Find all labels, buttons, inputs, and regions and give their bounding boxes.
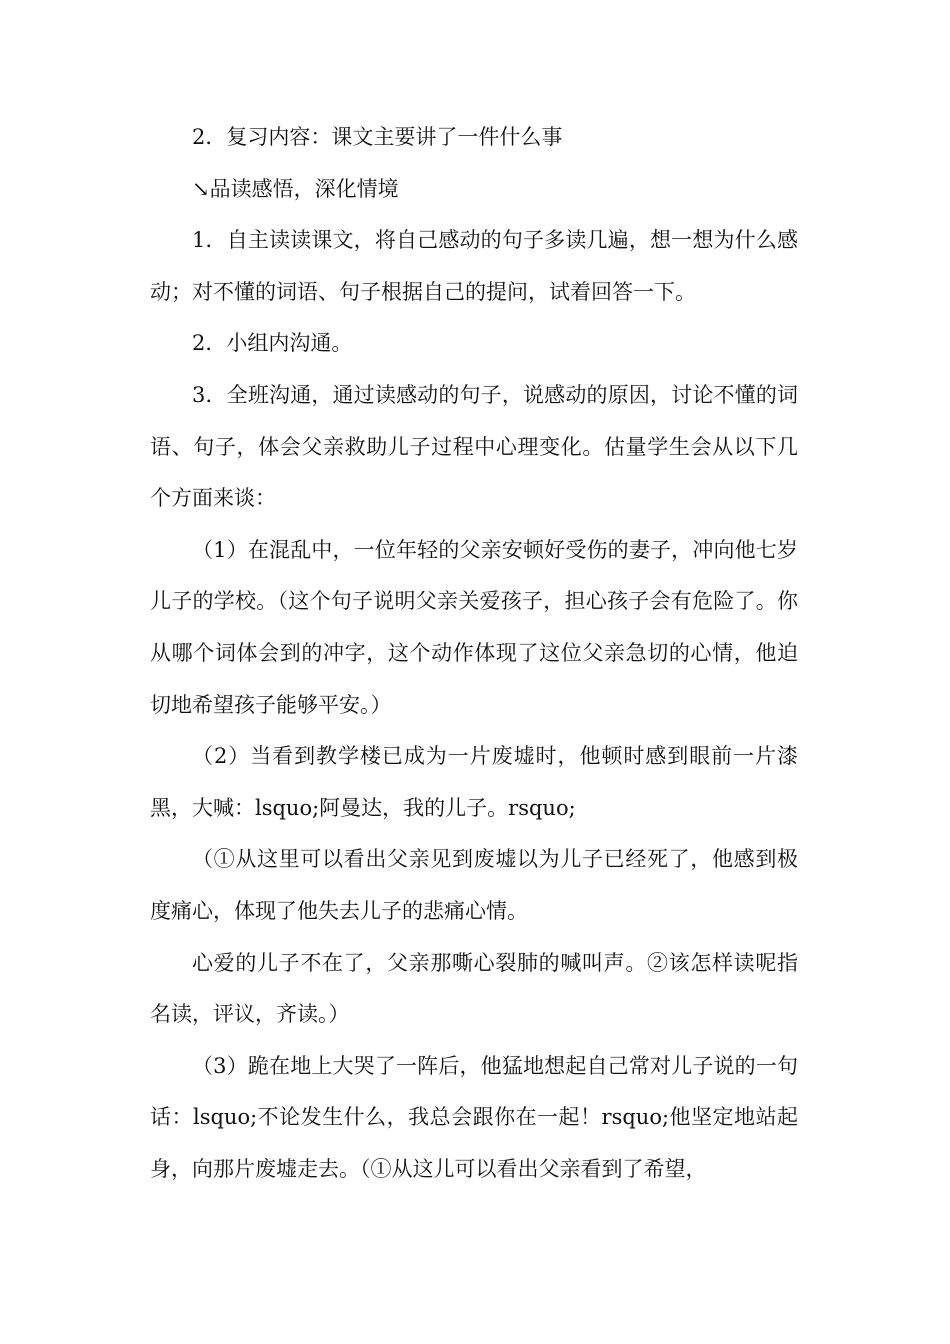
paragraph-point-2-reading: 心爱的儿子不在了，父亲那嘶心裂肺的喊叫声。②该怎样读呢指名读，评议，齐读。） — [150, 950, 798, 1027]
paragraph-point-2: （2）当看到教学楼已成为一片废墟时，他顿时感到眼前一片漆黑，大喊：lsquo;阿曼达，我的儿子。rsquo; — [150, 744, 798, 820]
paragraph-review-content: 2．复习内容：课文主要讲了一件什么事 — [192, 125, 563, 149]
paragraph-point-3: （3）跪在地上大哭了一阵后，他猛地想起自己常对儿子说的一句话：lsquo;不论发生什么，我总会跟你在一起！rsquo;他坚定地站起身，向那片废墟走去。（①从这儿可以看出父亲看到了希望， — [150, 1053, 798, 1181]
paragraph-step-2: 2．小组内沟通。 — [192, 331, 353, 356]
paragraph-section-heading: ↘品读感悟，深化情境 — [192, 176, 399, 201]
paragraph-step-3: 3．全班沟通，通过读感动的句子，说感动的原因，讨论不懂的词语、句子，体会父亲救助儿子过程中心理变化。估量学生会从以下几个方面来谈： — [150, 382, 798, 511]
paragraph-point-2-analysis: （①从这里可以看出父亲见到废墟以为儿子已经死了，他感到极度痛心，体现了他失去儿子的悲痛心情。 — [150, 847, 798, 923]
paragraph-step-1: 1．自主读读课文，将自己感动的句子多读几遍，想一想为什么感动；对不懂的词语、句子根据自己的提问，试着回答一下。 — [150, 228, 798, 304]
document-body — [150, 112, 798, 1195]
paragraph-point-1: （1）在混乱中，一位年轻的父亲安顿好受伤的妻子，冲向他七岁儿子的学校。（这个句子说明父亲关爱孩子，担心孩子会有危险了。你从哪个词体会到的冲字，这个动作体现了这位父亲急切的心情，他迫切地希望孩子能够平安。） — [150, 537, 798, 717]
